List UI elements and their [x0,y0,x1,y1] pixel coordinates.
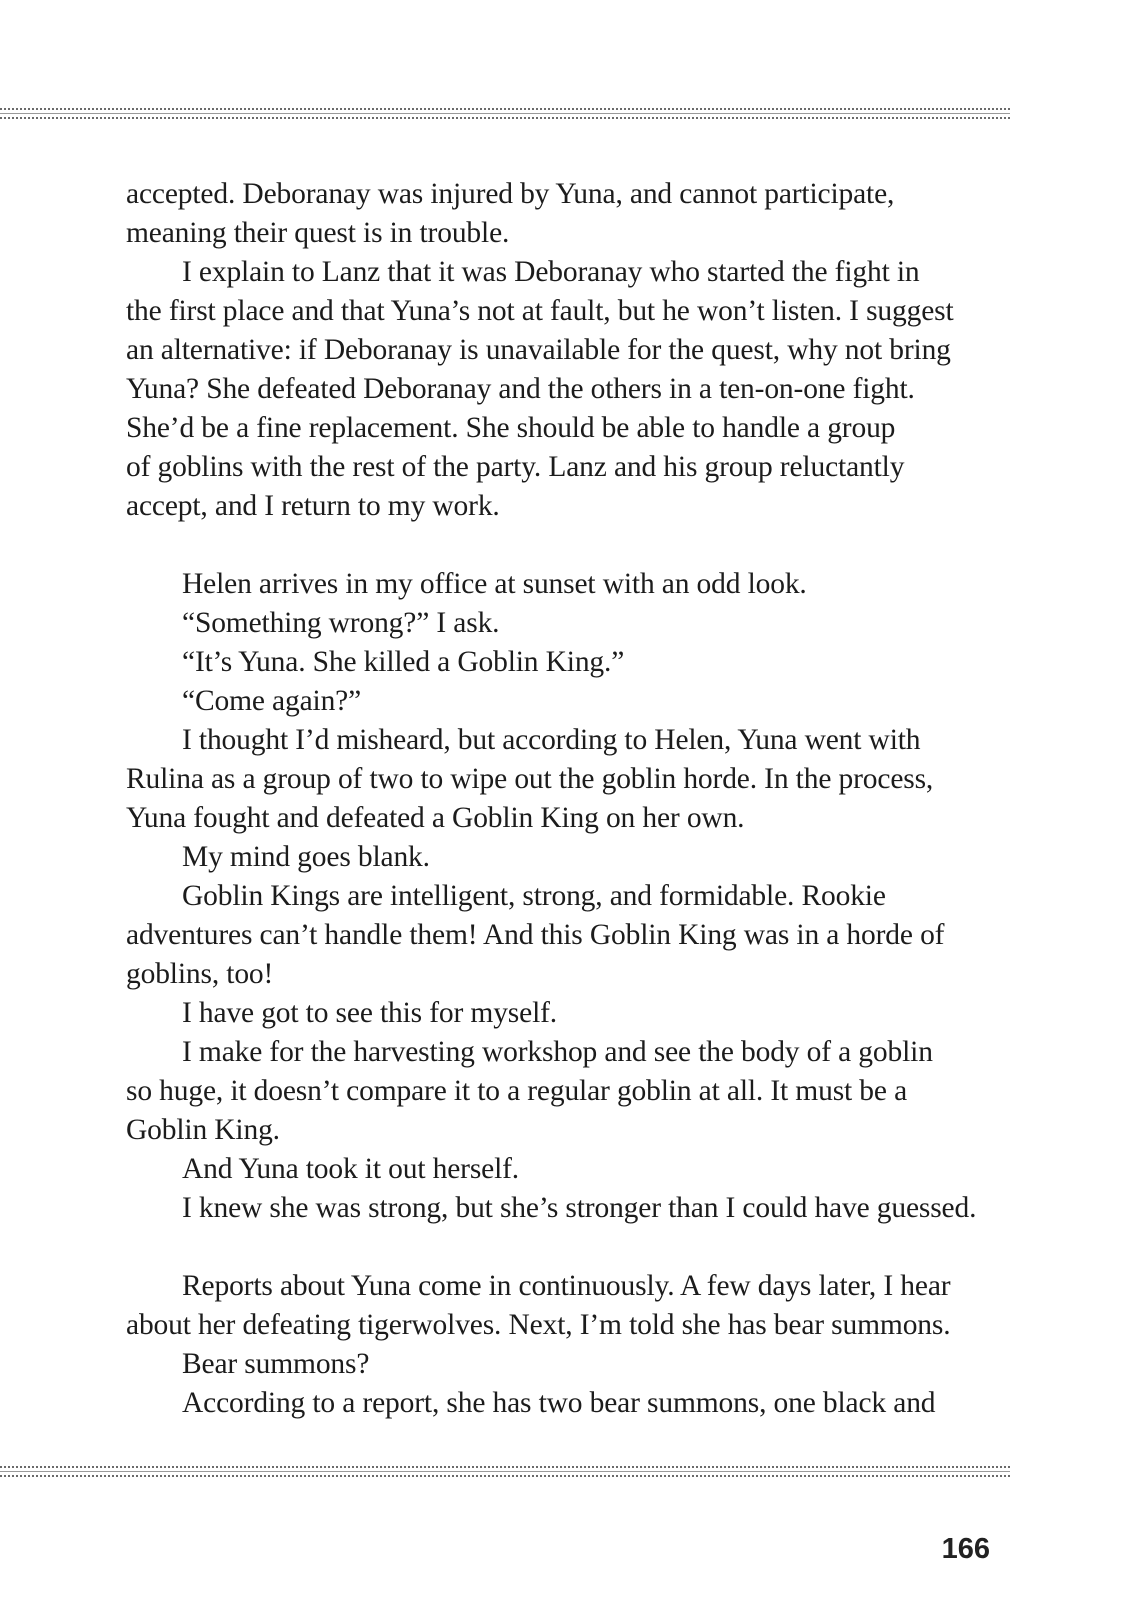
text-line: about her defeating tigerwolves. Next, I’m told she has bear summons. [126,1309,951,1341]
text-line: According to a report, she has two bear summons, one black and [182,1387,936,1419]
text-line: I make for the harvesting workshop and see the body of a goblin [182,1036,933,1068]
text-line: “Come again?” [182,685,362,717]
text-line: I knew she was strong, but she’s stronger than I could have guessed. [182,1192,977,1224]
text-line: I have got to see this for myself. [182,997,558,1029]
text-line: Yuna fought and defeated a Goblin King on her own. [126,802,745,834]
text-line: accept, and I return to my work. [126,490,500,522]
text-line: meaning their quest is in trouble. [126,217,510,249]
text-line: so huge, it doesn’t compare it to a regular goblin at all. It must be a [126,1075,908,1107]
text-line: “It’s Yuna. She killed a Goblin King.” [182,646,625,678]
text-line: Helen arrives in my office at sunset with an odd look. [182,568,807,600]
text-line: Bear summons? [182,1348,370,1380]
text-line: Reports about Yuna come in continuously. A few days later, I hear [182,1270,951,1302]
page-number: 166 [941,1533,990,1565]
page-body-text [126,175,1026,1423]
text-line: an alternative: if Deboranay is unavailable for the quest, why not bring [126,334,951,366]
text-line: I explain to Lanz that it was Deboranay who started the fight in [182,256,920,288]
text-line: And Yuna took it out herself. [182,1153,520,1185]
text-line: I thought I’d misheard, but according to Helen, Yuna went with [182,724,921,756]
text-line: Goblin King. [126,1114,280,1146]
text-line: Yuna? She defeated Deboranay and the others in a ten-on-one fight. [126,373,915,405]
text-line: the first place and that Yuna’s not at fault, but he won’t listen. I suggest [126,295,954,327]
text-line: Rulina as a group of two to wipe out the goblin horde. In the process, [126,763,934,795]
text-line: “Something wrong?” I ask. [182,607,500,639]
text-line: My mind goes blank. [182,841,430,873]
text-line: adventures can’t handle them! And this Goblin King was in a horde of [126,919,945,951]
text-line: Goblin Kings are intelligent, strong, and formidable. Rookie [182,880,886,912]
text-line: She’d be a fine replacement. She should be able to handle a group [126,412,896,444]
section-break [126,526,1026,565]
section-break [126,1228,1026,1267]
text-line: of goblins with the rest of the party. Lanz and his group reluctantly [126,451,905,483]
bottom-border-rule [0,1466,1010,1478]
top-border-rule [0,108,1010,120]
text-line: goblins, too! [126,958,274,990]
text-line: accepted. Deboranay was injured by Yuna, and cannot participate, [126,178,895,210]
